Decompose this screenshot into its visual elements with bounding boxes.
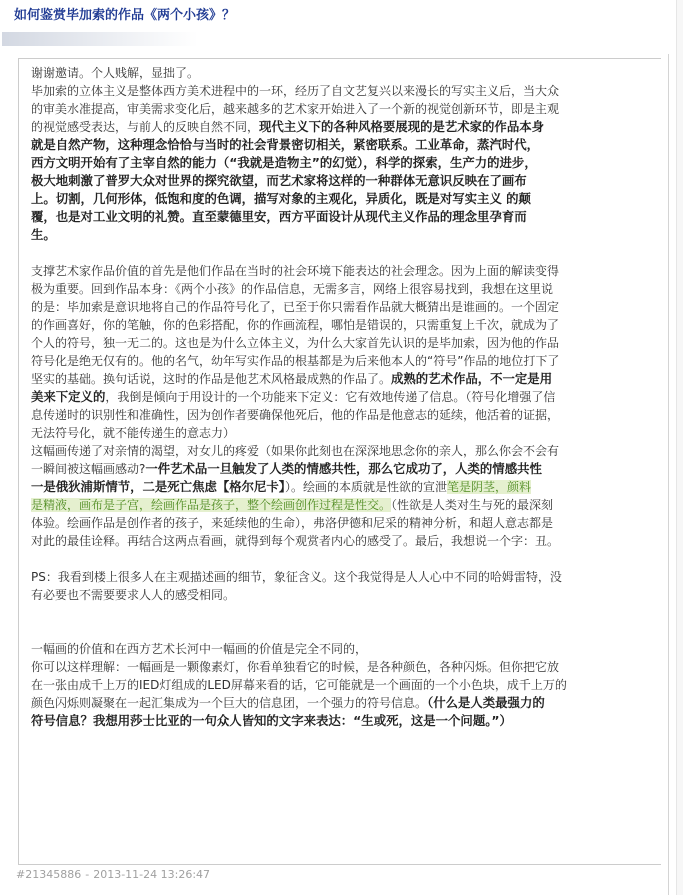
title-underline bbox=[2, 32, 198, 46]
post-meta bbox=[16, 866, 210, 884]
answer-line: 无法符号化，就不能传递生的意志力） bbox=[31, 426, 236, 440]
bold-line: 就是自然产物，这种理念恰恰与当时的社会背景密切相关，紧密联系。工业革命，蒸汽时代， bbox=[31, 137, 540, 152]
post-timestamp: 2013-11-24 13:26:47 bbox=[93, 868, 211, 881]
bold-text: 现代主义下的各种风格要展现的是艺术家的作品本身 bbox=[259, 119, 544, 134]
answer-line: 的是：毕加索是意识地将自己的作品符号化了，已至于你只需看作品就大概猜出是谁画的。一个固定 bbox=[31, 300, 560, 314]
question-title[interactable]: 如何鉴赏毕加索的作品《两个小孩》？ bbox=[14, 8, 236, 23]
answer-line: 体验。绘画作品是创作者的孩子，来延续他的生命），弗洛伊德和尼采的精神分析，和超人意志都是 bbox=[31, 516, 554, 530]
answer-line bbox=[31, 118, 631, 136]
answer-line bbox=[31, 496, 631, 514]
answer-line: 有必要也不需要要求人人的感受相同。 bbox=[31, 588, 236, 602]
bold-text: 一是俄狄浦斯情节，二是死亡焦虑【格尔尼卡】 bbox=[31, 479, 286, 494]
answer-line: 符号化是绝无仅有的。他的名气，幼年写实作品的根基都是为后来他本人的“符号”作品的地位打下了 bbox=[31, 354, 560, 368]
answer-line: PS：我看到楼上很多人在主观描述画的细节，象征含义。这个我觉得是人人心中不同的哈姆雷特，没 bbox=[31, 570, 562, 584]
bold-text: 一件艺术品一旦触发了人类的情感共性，那么它成功了，人类的情感共性 bbox=[145, 461, 542, 476]
meta-separator: - bbox=[85, 868, 90, 881]
answer-line: 个人的符号，独一无二的。这也是为什么立体主义，为什么大家首先认识的是毕加索，因为他的作品 bbox=[31, 336, 560, 350]
answer-line bbox=[31, 694, 631, 712]
bold-line: 生。 bbox=[31, 227, 56, 242]
text-run: （性欲是人类对生与死的最深刻 bbox=[391, 498, 554, 512]
bold-line: 覆，也是对工业文明的礼赞。直至蒙德里安，西方平面设计从现代主义作品的理念里孕育而 bbox=[31, 209, 527, 224]
paragraph-gap bbox=[31, 604, 631, 622]
answer-line: 在一张由成千上万的IED灯组成的LED屏幕来看的话，它可能就是一个画面的一个小色块，成千上万的 bbox=[31, 678, 567, 692]
text-run: 一瞬间被这幅画感动? bbox=[31, 462, 146, 476]
bold-text: 成熟的艺术作品，不一定是用 bbox=[391, 371, 553, 386]
answer-line: 的审美水准提高，审美需求变化后，越来越多的艺术家开始进入了一个新的视觉创新环节，即是主观 bbox=[31, 102, 560, 116]
answer-line: 这幅画传递了对亲情的渴望，对女儿的疼爱（如果你此刻也在深深地思念你的亲人，那么你会不会有 bbox=[31, 444, 560, 458]
text-run: ）。绘画的本质就是性欲的宣泄 bbox=[285, 480, 448, 494]
answer-line bbox=[31, 370, 631, 388]
answer-line: 支撑艺术家作品价值的首先是他们作品在当时的社会环境下能表达的社会理念。因为上面的解读变得 bbox=[31, 264, 560, 278]
column-divider bbox=[668, 54, 669, 895]
answer-line: 一幅画的价值和在西方艺术长河中一幅画的价值是完全不同的， bbox=[31, 642, 368, 656]
answer-line: 极为重要。回到作品本身：《两个小孩》的作品信息，无需多言，网络上很容易找到，我想在这里说 bbox=[31, 282, 554, 296]
scrollbar-track[interactable] bbox=[676, 0, 683, 895]
bold-text: 美来下定义的 bbox=[31, 389, 106, 404]
answer-line: 的作画喜好，你的笔触，你的色彩搭配，你的作画流程，哪怕是错误的，只需重复上千次，就成为了 bbox=[31, 318, 560, 332]
text-run: 坚实的基础。换句话说，这时的作品是他艺术风格最成熟的作品了。 bbox=[31, 372, 392, 386]
paragraph-gap bbox=[31, 244, 631, 262]
answer-line bbox=[31, 460, 631, 478]
answer-line: 对此的最佳诠释。再结合这两点看画，就得到每个观赏者内心的感受了。最后，我想说一个字：丑。 bbox=[31, 534, 560, 548]
post-id-link[interactable]: #21345886 bbox=[16, 868, 82, 881]
bold-line: 上。切割，几何形体，低饱和度的色调，描写对象的主观化，异质化，既是对写实主义 的颠 bbox=[31, 191, 531, 206]
bold-line: 符号信息？我想用莎士比亚的一句众人皆知的文字来表达：“生或死，这是一个问题。”） bbox=[31, 713, 512, 728]
answer-line: 毕加索的立体主义是整体西方美术进程中的一环，经历了自文艺复兴以来漫长的写实主义后，当大众 bbox=[31, 84, 560, 98]
bold-line: 西方文明开始有了主宰自然的能力（“我就是造物主”的幻觉），科学的探索，生产力的进步， bbox=[31, 155, 537, 170]
answer-line bbox=[31, 478, 631, 496]
answer-line: 谢谢邀请。个人贱解，显拙了。 bbox=[31, 66, 200, 80]
text-run: 颜色闪烁则凝聚在一起汇集成为一个巨大的信息团，一个强力的符号信息。 bbox=[31, 696, 428, 710]
highlighted-text: 笔是阴茎，颜料 bbox=[447, 480, 532, 494]
answer-line: 你可以这样理解：一幅画是一颗像素灯，你看单独看它的时候，是各种颜色，各种闪烁。但你把它放 bbox=[31, 660, 560, 674]
bold-line: 极大地刺激了普罗大众对世界的探究欲望，而艺术家将这样的一种群体无意识反映在了画布 bbox=[31, 173, 527, 188]
answer-body bbox=[31, 64, 631, 730]
answer-line: 息传递时的识别性和准确性，因为创作者要确保他死后，他的作品是他意志的延续，他活着的证据， bbox=[31, 408, 560, 422]
paragraph-gap bbox=[31, 622, 631, 640]
text-run: ，我倒是倾向于用设计的一个功能来下定义：它有效地传递了信息。（符号化增强了信 bbox=[105, 390, 556, 404]
text-run: 的视觉感受表达，与前人的反映自然不同， bbox=[31, 120, 260, 134]
bold-text: （什么是人类最强力的 bbox=[427, 695, 545, 710]
answer-line bbox=[31, 388, 631, 406]
highlighted-text: 是精液，画布是子宫，绘画作品是孩子，整个绘画创作过程是性交。 bbox=[31, 498, 392, 512]
paragraph-gap bbox=[31, 550, 631, 568]
